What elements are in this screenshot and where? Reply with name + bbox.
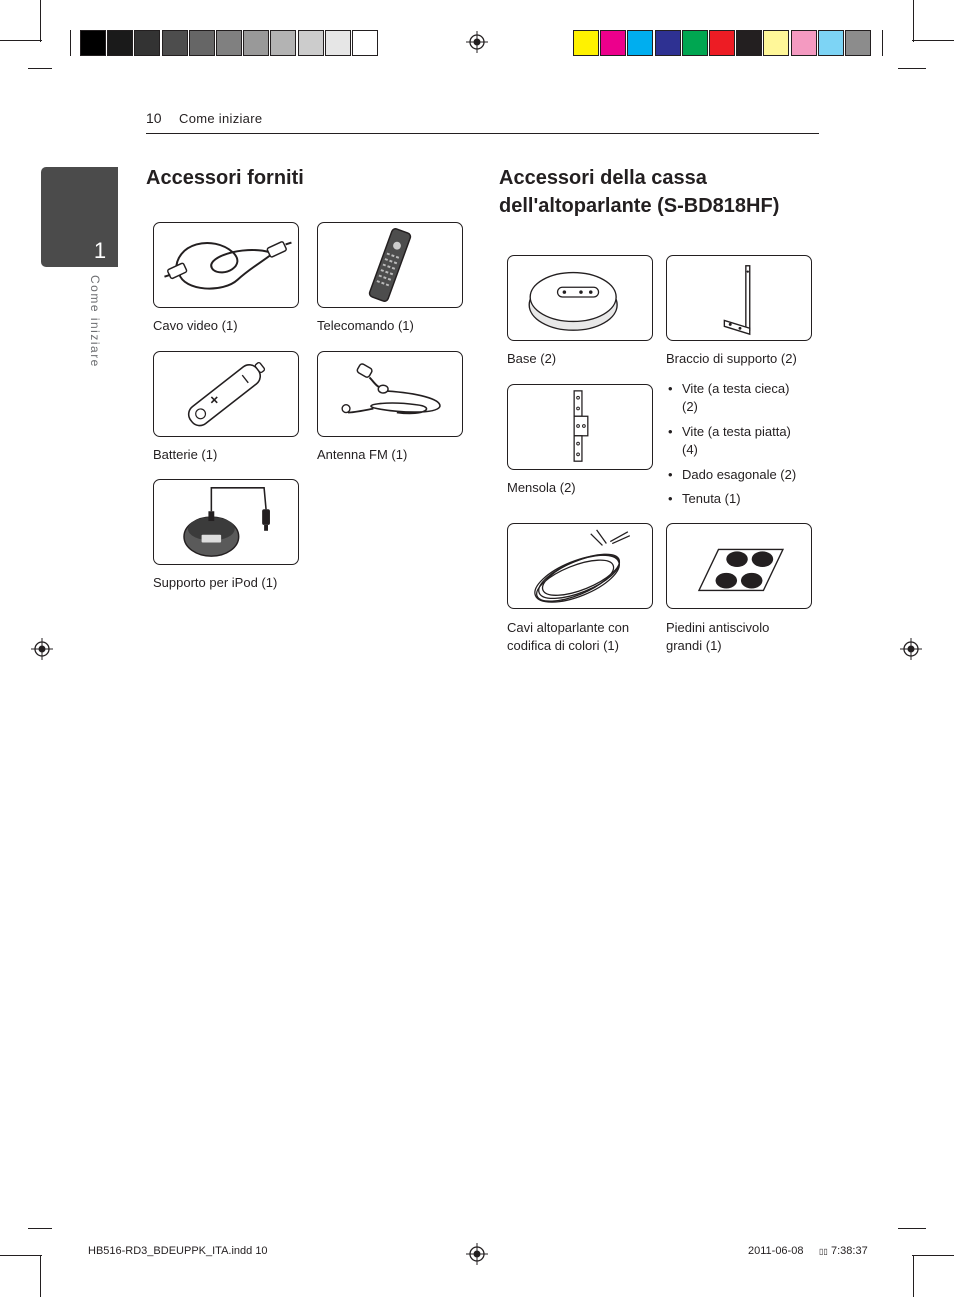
footer-date: 2011-06-08 [748,1245,804,1257]
accessory-card [153,479,299,565]
fm-antenna-icon [318,352,462,436]
running-header: Come iniziare [179,111,263,126]
accessory-caption: Antenna FM (1) [317,447,408,462]
section-title-speaker-accessories [499,164,779,220]
color-swatch [134,30,160,56]
registration-mark-icon [900,638,922,660]
color-swatch [845,30,871,56]
footer-glyph: ▯▯ [819,1247,828,1256]
header-rule [146,133,819,134]
accessory-card [153,222,299,308]
accessory-card [317,222,463,308]
chapter-label: Come iniziare [88,275,102,368]
anti-slip-feet-icon [667,524,811,608]
chapter-number: 1 [93,238,107,263]
remote-control-icon [318,223,462,307]
caption-line: Cavi altoparlante con [507,620,630,635]
crop-mark [913,1255,914,1297]
accessory-caption: Telecomando (1) [317,318,414,333]
section-title-accessories: Accessori forniti [146,167,304,189]
accessory-caption [666,619,826,655]
color-swatch [216,30,242,56]
accessory-card [153,351,299,437]
crop-mark [0,1255,42,1256]
accessory-card [507,384,653,470]
bullet-item [666,380,816,416]
color-swatch [736,30,762,56]
video-cable-icon [154,223,298,307]
crop-mark [0,40,42,41]
color-swatch [243,30,269,56]
caption-line: Piedini antiscivolo [666,620,770,635]
ipod-dock-icon [154,480,298,564]
footer-filename: HB516-RD3_BDEUPPK_ITA.indd 10 [88,1245,268,1257]
bullet-item [666,490,816,508]
bullet-text: Vite (a testa piatta) [682,424,791,439]
crop-mark [898,1228,926,1229]
bullet-item [666,466,816,484]
color-swatch [107,30,133,56]
color-swatch [189,30,215,56]
color-swatch [655,30,681,56]
section-title-line: Accessori della cassa [499,167,707,189]
registration-mark-icon [466,1243,488,1265]
color-swatch [709,30,735,56]
support-arm-icon [667,256,811,340]
color-swatch [573,30,599,56]
accessory-card [507,255,653,341]
bullet-text: Dado esagonale (2) [682,467,797,482]
accessory-caption: Supporto per iPod (1) [153,575,278,590]
color-swatch [162,30,188,56]
battery-icon [154,352,298,436]
color-swatch [270,30,296,56]
crop-mark [913,0,914,42]
registration-mark-icon [466,31,488,53]
color-swatch [818,30,844,56]
registration-mark-icon [31,638,53,660]
color-swatch [791,30,817,56]
accessory-caption: Base (2) [507,351,557,366]
color-swatch [298,30,324,56]
caption-line: codifica di colori (1) [507,638,619,653]
crop-mark [28,68,52,69]
color-swatch [627,30,653,56]
accessory-card [507,523,653,609]
bullet-text: Tenuta (1) [682,491,741,506]
accessory-caption: Cavo video (1) [153,318,238,333]
bullet-text: Vite (a testa cieca) [682,381,790,396]
crop-mark [40,1255,41,1297]
bracket-icon [508,385,652,469]
color-swatch [352,30,378,56]
footer-time: 7:38:37 [831,1245,868,1257]
crop-mark [912,40,954,41]
accessory-caption: Mensola (2) [507,480,576,495]
color-swatch [763,30,789,56]
bullet-item [666,423,816,459]
crop-mark [70,30,71,56]
color-swatch [325,30,351,56]
accessory-caption: Batterie (1) [153,447,218,462]
accessory-card [666,255,812,341]
crop-mark [912,1255,954,1256]
bullet-text: (4) [682,442,698,457]
accessory-card [666,523,812,609]
color-swatch [600,30,626,56]
color-swatch [682,30,708,56]
crop-mark [898,68,926,69]
crop-mark [28,1228,52,1229]
color-swatch [80,30,106,56]
accessory-card [317,351,463,437]
accessory-caption: Braccio di supporto (2) [666,351,797,366]
bullet-text: (2) [682,399,698,414]
speaker-cable-icon [508,524,652,608]
crop-mark [40,0,41,42]
accessory-caption [507,619,667,655]
caption-line: grandi (1) [666,638,722,653]
page-number: 10 [146,110,162,126]
crop-mark [882,30,883,56]
section-title-line: dell'altoparlante (S-BD818HF) [499,195,780,217]
speaker-base-icon [508,256,652,340]
